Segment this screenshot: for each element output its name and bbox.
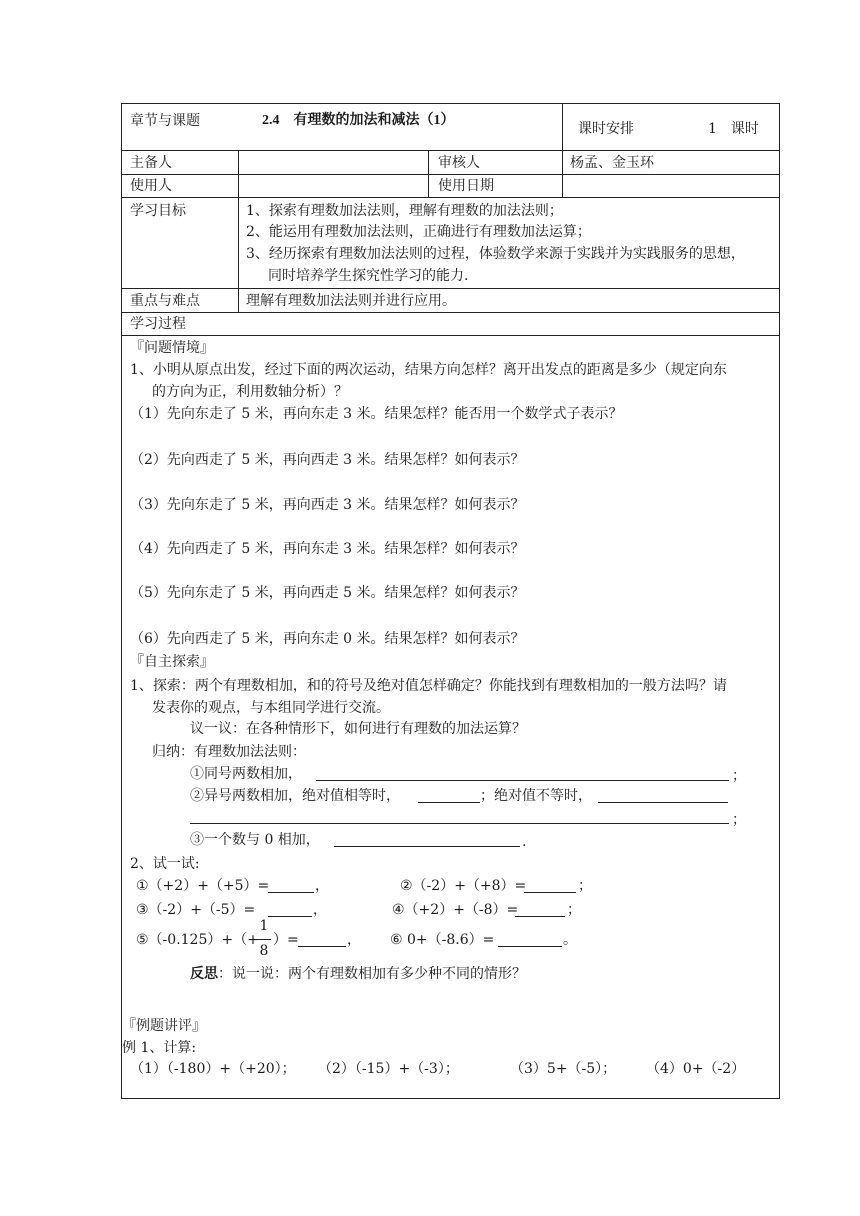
problem-heading: 『问题情境』 [130,340,214,356]
lesson-title: 2.4 有理数的加法和减法（1） [262,113,455,128]
chapter-label: 章节与课题 [130,113,200,129]
answer-blank[interactable] [298,946,346,947]
answer-blank[interactable] [316,780,729,781]
summary-text: 归纳：有理数加法法则： [152,744,306,760]
schedule-label: 课时安排 [578,121,634,137]
rule-3: ③一个数与 0 相加， [190,832,320,848]
col-divider [562,104,563,150]
answer-blank[interactable] [498,946,562,947]
goal-item: 3、经历探索有理数加法法则的过程，体验数学来源于实践并为实践服务的思想， [246,246,745,262]
preparer-label: 主备人 [130,155,172,171]
reflect-label: 反思 [190,966,218,982]
problem-question: （4）先向西走了 5 米，再向东走 3 米。结果怎样？如何表示？ [130,541,525,557]
problem-intro: 的方向为正，利用数轴分析）？ [152,384,348,400]
goal-item: 1、探索有理数加法法则，理解有理数的加法法则； [246,203,563,219]
answer-blank[interactable] [515,916,565,917]
goal-item: 2、能运用有理数加法法则，正确进行有理数加法运算； [246,224,591,240]
answer-blank[interactable] [268,916,312,917]
reflect-text: ：说一说：两个有理数相加有多少种不同的情形？ [218,966,526,982]
problem-question: （2）先向西走了 5 米，再向西走 3 米。结果怎样？如何表示？ [130,452,525,468]
problem-question: （3）先向东走了 5 米，再向西走 3 米。结果怎样？如何表示？ [130,497,525,513]
schedule-value: 1 课时 [708,121,759,137]
row-divider [122,288,779,289]
keypoints-value: 理解有理数加法法则并进行应用。 [246,293,456,309]
row-divider [122,150,779,151]
fraction-bar [257,939,271,940]
problem-question: （5）先向东走了 5 米，再向西走 5 米。结果怎样？如何表示？ [130,585,525,601]
row-divider [122,335,779,336]
discuss-text: 议一议：在各种情形下，如何进行有理数的加法运算？ [190,721,526,737]
exercise: ⑤（-0.125）+（+ [136,932,259,948]
example-title: 例 1、计算: [122,1040,197,1056]
answer-blank[interactable] [268,892,314,893]
process-label: 学习过程 [130,316,186,332]
reviewer-value: 杨孟、金玉环 [570,155,654,171]
problem-question: （1）先向东走了 5 米，再向东走 3 米。结果怎样？能否用一个数学式子表示？ [130,406,623,422]
date-label: 使用日期 [438,178,494,194]
row-divider [122,197,779,198]
rule-2-cont: ；绝对值不等时， [480,788,592,804]
col-divider [562,150,563,197]
explore-heading: 『自主探索』 [130,654,214,670]
exercise: ①（+2）+（+5）= [136,878,270,894]
rule-1-end: ； [732,768,746,784]
exercise-sep: ； [578,878,592,894]
goals-label: 学习目标 [130,203,186,219]
problem-intro: 1、小明从原点出发，经过下面的两次运动，结果方向怎样？离开出发点的距离是多少（规定向东 [130,362,727,378]
rule-3-end: . [522,834,527,850]
try-heading: 2、试一试: [130,856,200,872]
exercise-sep: ； [567,902,581,918]
exercise: ③（-2）+（-5）= [136,902,256,918]
exercise: ②（-2）+（+8）= [400,878,527,894]
exercise-sep: 。 [563,932,577,948]
answer-blank[interactable] [598,802,728,803]
col-divider [238,150,239,312]
example-item: （3）5+（-5）； [510,1061,617,1077]
rule-2-end: ； [732,812,746,828]
reviewer-label: 审核人 [438,155,480,171]
examples-heading: 『例题讲评』 [122,1018,206,1034]
fraction-numerator: 1 [259,918,269,934]
exercise: ）= [273,932,299,948]
fraction [257,917,271,963]
answer-blank[interactable] [334,846,520,847]
answer-blank[interactable] [190,823,729,824]
example-item: （4）0+（-2） [646,1061,746,1077]
exercise-sep: ， [315,878,329,894]
exercise: ④（+2）+（-8）= [392,902,519,918]
row-divider [122,174,779,175]
problem-question: （6）先向西走了 5 米，再向东走 0 米。结果怎样？如何表示？ [130,631,525,647]
rule-2: ②异号两数相加，绝对值相等时， [190,788,400,804]
fraction-denominator: 8 [259,943,269,959]
exercise-sep: ， [347,932,361,948]
goal-item: 同时培养学生探究性学习的能力. [268,268,469,284]
exercise-sep: ， [313,902,327,918]
user-label: 使用人 [130,178,172,194]
answer-blank[interactable] [418,802,480,803]
example-item: （2）（-15）+（-3）； [318,1061,459,1077]
answer-blank[interactable] [524,892,576,893]
exercise: ⑥ 0+（-8.6）= [390,932,495,948]
lesson-plan-table [121,103,780,1099]
keypoints-label: 重点与难点 [130,293,200,309]
reflect-line [190,965,526,983]
explore-text: 发表你的观点，与本组同学进行交流。 [152,700,390,716]
example-item: （1）（-180）+（+20）； [130,1061,296,1077]
row-divider [122,312,779,313]
rule-1: ①同号两数相加， [190,766,302,782]
col-divider [428,150,429,197]
explore-text: 1、探索：两个有理数相加，和的符号及绝对值怎样确定？你能找到有理数相加的一般方法吗？请 [130,678,727,694]
